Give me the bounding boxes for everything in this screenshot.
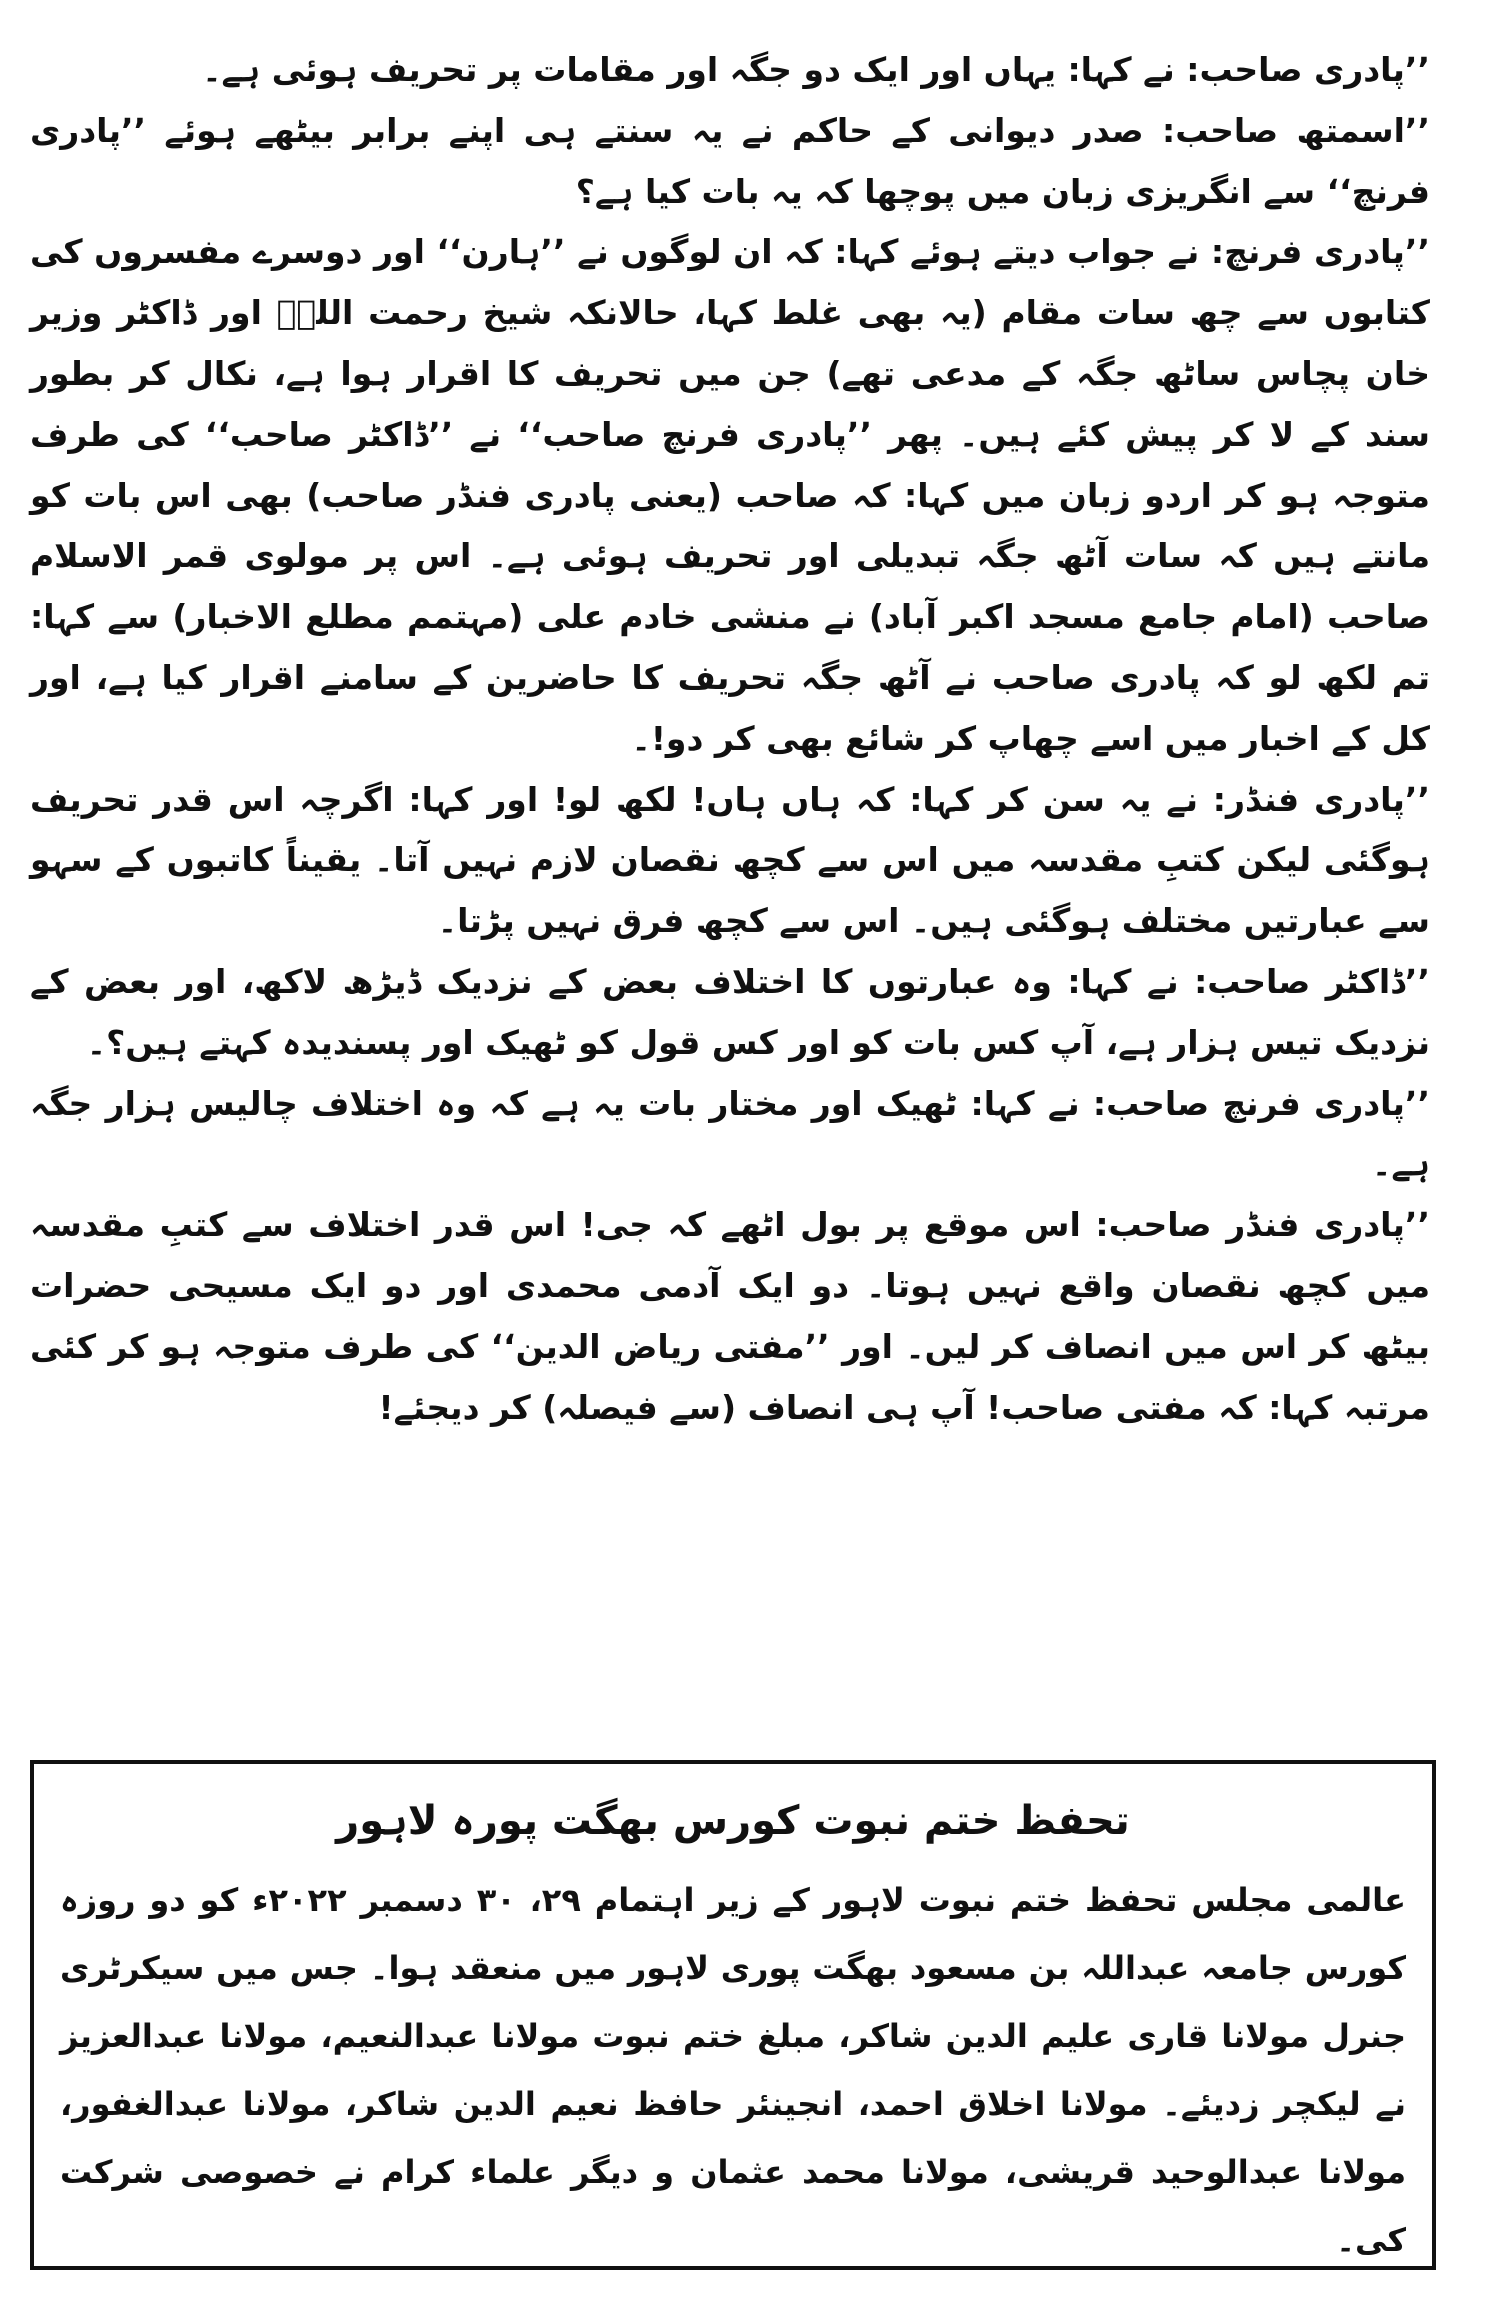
notice-body: عالمی مجلس تحفظ ختم نبوت لاہور کے زیر اہتمام ۲۹، ۳۰ دسمبر ۲۰۲۲ء کو دو روزہ کورس جامعہ عبداللہ بن مسعود بھگت پوری لاہور میں منعقد ہوا۔ جس میں سیکرٹری جنرل مولانا قاری علیم الدین شاکر، مبلغ ختم نبوت مولانا عبدالنعیم، مولانا عبدالعزیز نے لیکچر زدیئے۔ مولانا اخلاق احمد، انجینئر حافظ نعیم الدین شاکر، مولانا عبدالغفور، مولانا عبدالوحید قریشی، مولانا محمد عثمان و دیگر علماء کرام نے خصوصی شرکت کی۔ (60, 1881, 1407, 2259)
article-text (30, 40, 1470, 1438)
notice-title: تحفظ ختم نبوت کورس بھگت پورہ لاہور (336, 1798, 1130, 1844)
paragraph-smith-sahib: ’’اسمتھ صاحب: صدر دیوانی کے حاکم نے یہ سنتے ہی اپنے برابر بیٹھے ہوئے ’’پادری فرنچ‘‘ سے انگریزی زبان میں پوچھا کہ یہ بات کیا ہے؟ (30, 110, 1430, 211)
course-notice-box (30, 1760, 1436, 2270)
paragraph-padri-fender-reply: ’’پادری فنڈر صاحب: اس موقع پر بول اٹھے کہ جی! اس قدر اختلاف سے کتبِ مقدسہ میں کچھ نقصان واقع نہیں ہوتا۔ دو ایک آدمی محمدی اور دو ایک مسیحی حضرات بیٹھ کر اس میں انصاف کر لیں۔ اور ’’مفتی ریاض الدین‘‘ کی طرف متوجہ ہو کر کئی مرتبہ کہا: کہ مفتی صاحب! آپ ہی انصاف (سے فیصلہ) کر دیجئے! (30, 1205, 1430, 1427)
paragraph-doctor-sahib: ’’ڈاکٹر صاحب: نے کہا: وہ عبارتوں کا اختلاف بعض کے نزدیک ڈیڑھ لاکھ، اور بعض کے نزدیک تیس ہزار ہے، آپ کس بات کو اور کس قول کو ٹھیک اور پسندیدہ کہتے ہیں؟۔ (30, 961, 1430, 1062)
paragraph-padri-french: ’’پادری فرنچ: نے جواب دیتے ہوئے کہا: کہ ان لوگوں نے ’’ہارن‘‘ اور دوسرے مفسروں کی کتابوں سے چھ سات مقام (یہ بھی غلط کہا، حالانکہ شیخ رحمت اللہؒ اور ڈاکٹر وزیر خان پچاس ساٹھ جگہ کے مدعی تھے) جن میں تحریف کا اقرار ہوا ہے، نکال کر بطور سند کے لا کر پیش کئے ہیں۔ پھر ’’پادری فرنچ صاحب‘‘ نے ’’ڈاکٹر صاحب‘‘ کی طرف متوجہ ہو کر اردو زبان میں کہا: کہ صاحب (یعنی پادری فنڈر صاحب) بھی اس بات کو مانتے ہیں کہ سات آٹھ جگہ تبدیلی اور تحریف ہوئی ہے۔ اس پر مولوی قمر الاسلام صاحب (امام جامع مسجد اکبر آباد) نے منشی خادم علی (مہتمم مطلع الاخبار) سے کہا: تم لکھ لو کہ پادری صاحب نے آٹھ جگہ تحریف کا حاضرین کے سامنے اقرار کیا ہے، اور کل کے اخبار میں اسے چھاپ کر شائع بھی کر دو!۔ (30, 232, 1430, 758)
paragraph-padri-french-reply: ’’پادری فرنچ صاحب: نے کہا: ٹھیک اور مختار بات یہ ہے کہ وہ اختلاف چالیس ہزار جگہ ہے۔ (30, 1083, 1430, 1184)
paragraph-padri-fender: ’’پادری فنڈر: نے یہ سن کر کہا: کہ ہاں ہاں! لکھ لو! اور کہا: اگرچہ اس قدر تحریف ہوگئی لیکن کتبِ مقدسہ میں اس سے کچھ نقصان لازم نہیں آتا۔ یقیناً کاتبوں کے سہو سے عبارتیں مختلف ہوگئی ہیں۔ اس سے کچھ فرق نہیں پڑتا۔ (30, 779, 1430, 941)
paragraph-padri-sahib: ’’پادری صاحب: نے کہا: یہاں اور ایک دو جگہ اور مقامات پر تحریف ہوئی ہے۔ (202, 50, 1430, 89)
article-page (30, 40, 1470, 1438)
